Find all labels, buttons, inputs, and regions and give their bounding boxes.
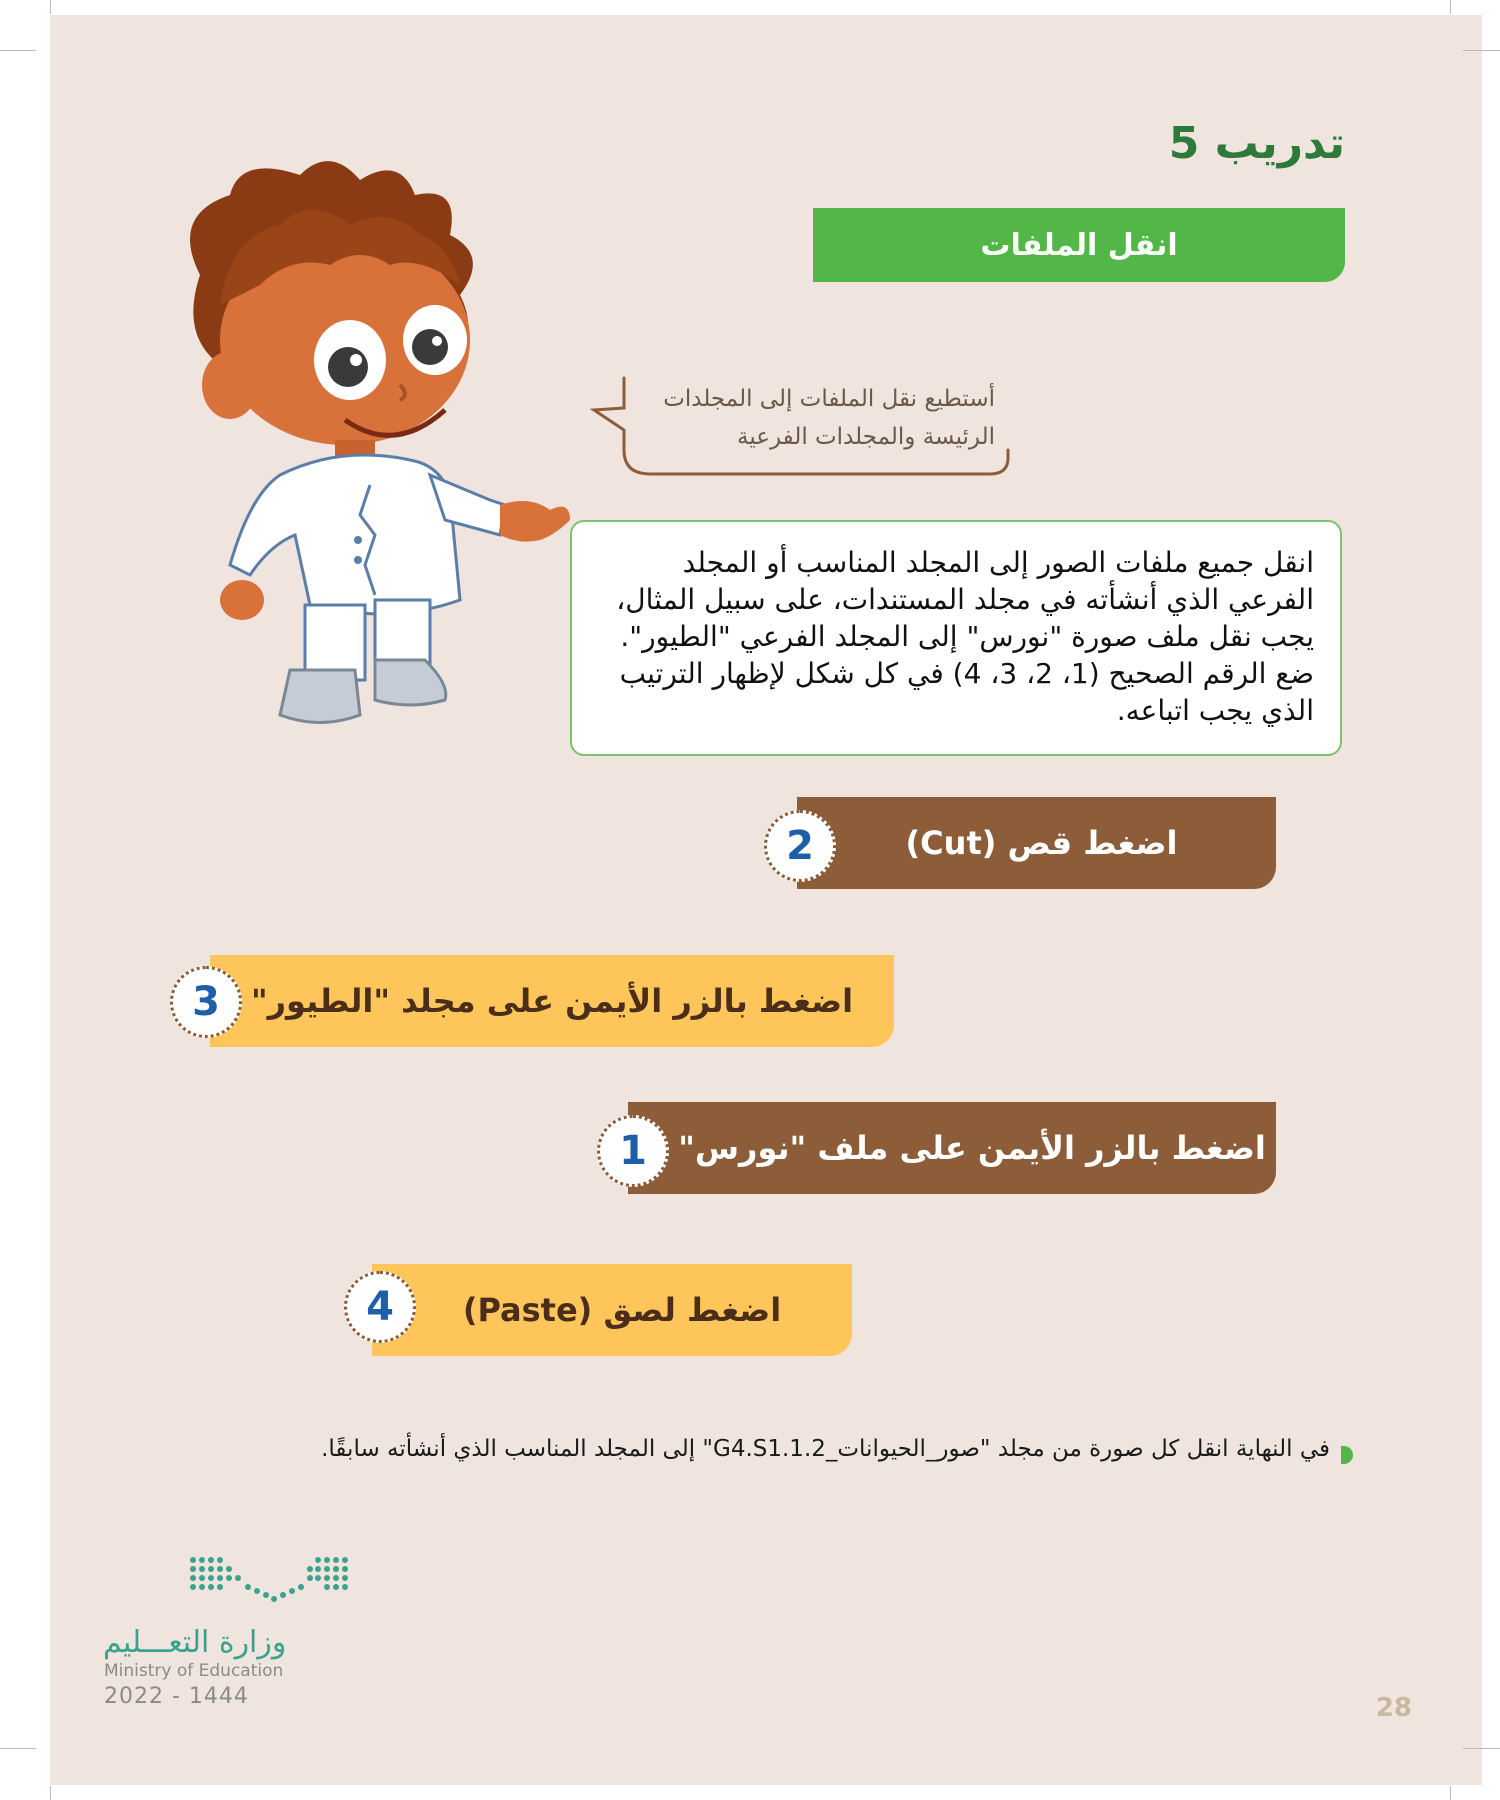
crop-mark [1463,50,1500,51]
step-label-right-click-file: اضغط بالزر الأيمن على ملف "نورس" [678,1129,1266,1167]
speech-line-2: الرئيسة والمجلدات الفرعية [737,424,995,450]
ministry-logo-icon [188,1555,358,1610]
page-title: تدريب 5 [1168,118,1345,169]
crop-mark [1450,0,1451,14]
step-number-badge[interactable]: 2 [764,810,836,882]
step-label-cut: اضغط قص (Cut) [905,824,1178,862]
crop-mark [1463,1748,1500,1749]
instruction-box [570,520,1342,756]
step-bar-cut [797,797,1276,889]
page-number: 28 [1375,1693,1412,1723]
step-bar-paste [372,1264,852,1356]
crop-mark [1450,1786,1451,1800]
edition-year: 2022 - 1444 [104,1684,249,1709]
step-label-paste: اضغط لصق (Paste) [462,1291,782,1329]
step-number-badge[interactable]: 3 [170,966,242,1038]
step-bar-right-click-folder [210,955,894,1047]
speech-bubble [590,370,1020,480]
crop-mark [0,50,36,51]
speech-line-1: أستطيع نقل الملفات إلى المجلدات [663,386,995,412]
boy-illustration [160,155,580,725]
crop-mark [0,1748,36,1749]
step-number-badge[interactable]: 4 [344,1271,416,1343]
footnote-text: في النهاية انقل كل صورة من مجلد "صور_الحيوانات_G4.S1.1.2" إلى المجلد المناسب الذي أنشأته سابقًا. [321,1436,1330,1462]
instruction-text: انقل جميع ملفات الصور إلى المجلد المناسب أو المجلد الفرعي الذي أنشأته في مجلد المستندات، على سبيل المثال، يجب نقل ملف صورة "نورس" إلى المجلد الفرعي "الطيور". ضع الرقم الصحيح (1، 2، 3، 4) في كل شكل لإظهار الترتيب الذي يجب اتباعه. [616,546,1314,727]
step-label-right-click-folder: اضغط بالزر الأيمن على مجلد "الطيور" [250,982,854,1020]
crop-mark [50,0,51,14]
ministry-name-english: Ministry of Education [104,1661,284,1681]
section-banner: انقل الملفات [813,208,1345,282]
step-bar-right-click-file [628,1102,1276,1194]
crop-mark [50,1786,51,1800]
step-number-badge[interactable]: 1 [597,1115,669,1187]
ministry-name-arabic: وزارة التعـــليم [103,1625,287,1660]
